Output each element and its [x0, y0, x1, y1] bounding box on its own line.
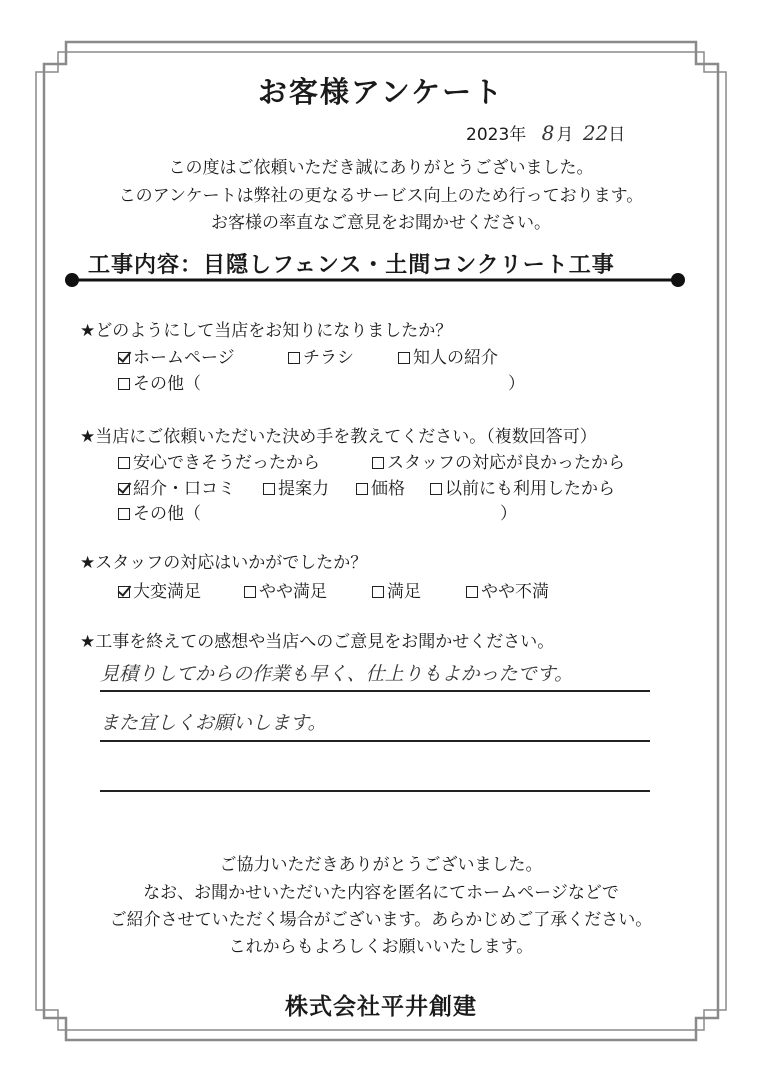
checkbox[interactable] [372, 457, 384, 469]
intro-line-3: お客様の率直なご意見をお聞かせください。 [211, 213, 551, 233]
q3-option-satisfied[interactable]: 満足 [372, 577, 421, 602]
q1-question: ★どのようにして当店をお知りになりましたか？ [80, 321, 453, 341]
q2-option-previous[interactable]: 以前にも利用したから [430, 474, 615, 499]
page-title: お客様アンケート [257, 75, 505, 109]
q2-option-referral[interactable]: 紹介・口コミ [118, 474, 235, 499]
checkbox[interactable] [398, 352, 410, 364]
intro-line-2: このアンケートは弊社の更なるサービス向上のため行っております。 [118, 186, 644, 206]
q2-option-other[interactable]: その他（ [118, 499, 201, 524]
checkbox[interactable] [466, 586, 478, 598]
closing-line-2: なお、お聞かせいただいた内容を匿名にてホームページなどで [143, 883, 619, 903]
q2-option-proposal[interactable]: 提案力 [263, 474, 329, 499]
closing-line-4: これからもよろしくお願いいたします。 [228, 937, 534, 957]
q4-answer-line-1: 見積りしてからの作業も早く、仕上りもよかったです。 [100, 663, 574, 685]
date-month-unit: 月 [556, 125, 574, 145]
q1-option-referral[interactable]: 知人の紹介 [398, 343, 498, 368]
checkbox[interactable] [356, 483, 368, 495]
company-name: 株式会社平井創建 [285, 994, 477, 1020]
checkbox-checked[interactable] [118, 586, 130, 598]
answer-rule-2 [100, 740, 650, 742]
checkbox[interactable] [118, 457, 130, 469]
closing-line-1: ご協力いただきありがとうございました。 [219, 855, 543, 875]
q1-option-flyer[interactable]: チラシ [288, 343, 354, 368]
checkbox-checked[interactable] [118, 483, 130, 495]
date-month-value: 8 [541, 121, 555, 145]
date-day-unit: 日 [608, 125, 626, 145]
q1-option-homepage[interactable]: ホームページ [118, 343, 235, 368]
q2-option-reassuring[interactable]: 安心できそうだったから [118, 448, 320, 473]
checkbox[interactable] [372, 586, 384, 598]
checkbox[interactable] [118, 508, 130, 520]
q2-question: ★当店にご依頼いただいた決め手を教えてください。（複数回答可） [80, 427, 597, 447]
answer-rule-3 [100, 790, 650, 792]
date-day-value: 22 [582, 121, 609, 145]
q2-other-close: ） [500, 504, 517, 524]
q3-option-very-satisfied[interactable]: 大変満足 [118, 577, 201, 602]
checkbox[interactable] [118, 378, 130, 390]
q1-other-close: ） [508, 374, 525, 394]
q1-option-other[interactable]: その他（ [118, 369, 201, 394]
q2-option-staff[interactable]: スタッフの対応が良かったから [372, 448, 625, 473]
q3-option-somewhat-dissatisfied[interactable]: やや不満 [466, 577, 549, 602]
work-content-heading: 工事内容：目隠しフェンス・土間コンクリート工事 [88, 253, 615, 278]
survey-date [466, 120, 625, 145]
closing-line-3: ご紹介させていただく場合がございます。あらかじめご了承ください。 [109, 910, 653, 930]
q2-option-price[interactable]: 価格 [356, 474, 405, 499]
checkbox[interactable] [288, 352, 300, 364]
checkbox[interactable] [263, 483, 275, 495]
q3-option-somewhat-satisfied[interactable]: やや満足 [244, 577, 327, 602]
checkbox[interactable] [244, 586, 256, 598]
date-year: 2023年 [466, 125, 527, 145]
checkbox-checked[interactable] [118, 352, 130, 364]
answer-rule-1 [100, 690, 650, 692]
q4-question: ★工事を終えての感想や当店へのご意見をお聞かせください。 [80, 632, 555, 652]
q4-answer-line-2: また宜しくお願いします。 [100, 712, 327, 734]
intro-line-1: この度はご依頼いただき誠にありがとうございました。 [168, 158, 594, 178]
q3-question: ★スタッフの対応はいかがでしたか？ [80, 553, 368, 573]
checkbox[interactable] [430, 483, 442, 495]
